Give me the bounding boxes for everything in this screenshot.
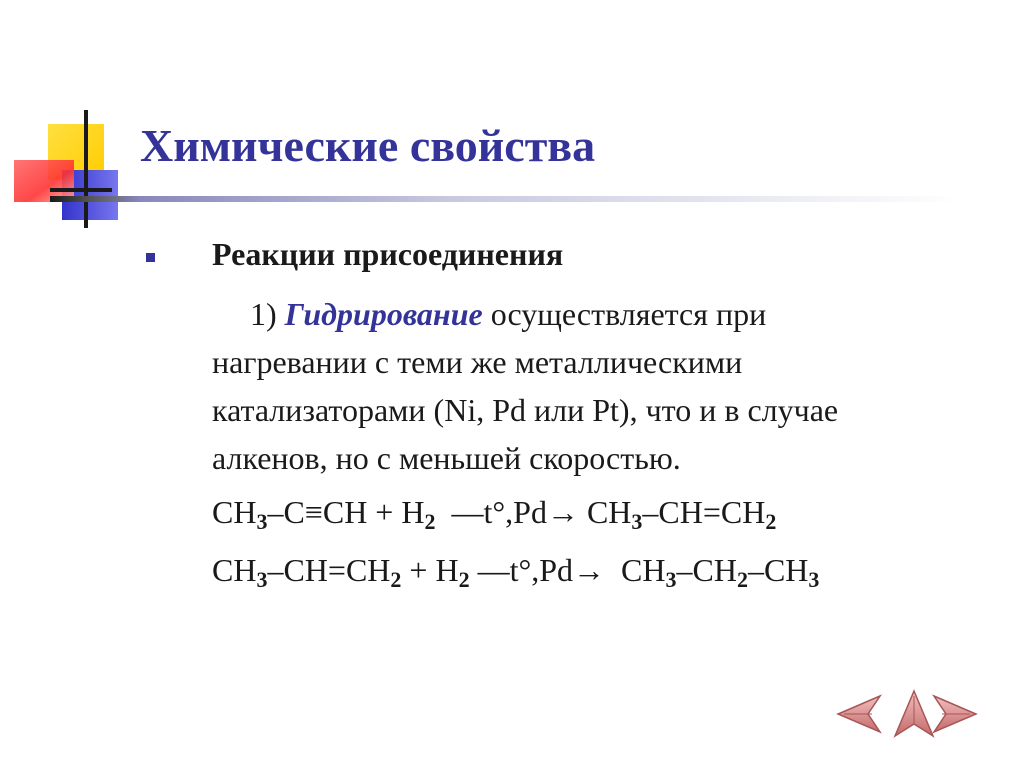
eq2-subscript: 3	[808, 567, 820, 592]
bullet-heading: Реакции присоединения	[212, 236, 564, 272]
eq2-product-part: CH	[621, 552, 666, 588]
eq1-subscript: 2	[424, 509, 436, 534]
home-arrow-icon	[890, 688, 938, 740]
eq2-reactant-part: + H	[401, 552, 459, 588]
eq1-product-part: –CH=CH	[642, 494, 766, 530]
eq2-reactant-part: CH	[212, 552, 257, 588]
eq2-subscript: 3	[665, 567, 677, 592]
eq2-product-part: –CH	[747, 552, 809, 588]
corner-decoration	[0, 0, 140, 240]
equation-propene-hydrogenation	[212, 552, 820, 592]
hydrogenation-paragraph	[212, 290, 1012, 482]
equation-propyne-hydrogenation	[212, 494, 777, 534]
eq1-product-part: CH	[586, 494, 632, 530]
eq2-subscript: 2	[458, 567, 470, 592]
eq1-reactant-part: –C≡CH + H	[267, 494, 425, 530]
eq1-subscript: 3	[256, 509, 268, 534]
eq2-reactant-part: –CH=CH	[267, 552, 391, 588]
paragraph-text-line3: катализаторами (Ni, Pd или Pt), что и в случае	[212, 392, 839, 428]
paragraph-text-line1: осуществляется при	[490, 296, 767, 332]
eq1-reactant-part: CH	[212, 494, 257, 530]
eq2-product-part: –CH	[676, 552, 737, 588]
eq2-subscript: 2	[736, 567, 748, 592]
bullet-square-icon	[146, 253, 155, 262]
eq2-subscript: 3	[256, 567, 268, 592]
hydrogenation-term: Гидрирование	[284, 296, 483, 332]
eq2-subscript: 2	[390, 567, 402, 592]
eq1-subscript: 2	[765, 509, 777, 534]
next-slide-button[interactable]	[932, 690, 980, 738]
eq2-condition-arrow: —t°,Pd→	[477, 552, 606, 588]
slide-title: Химические свойства	[140, 120, 596, 171]
eq1-condition-arrow: —t°,Pd→	[451, 494, 579, 530]
paragraph-text-line4: алкенов, но с меньшей скоростью.	[212, 440, 681, 476]
prev-slide-button[interactable]	[834, 690, 882, 738]
next-arrow-icon	[932, 690, 980, 738]
title-rule	[50, 196, 960, 202]
eq1-subscript: 3	[631, 509, 643, 534]
paragraph-number: 1)	[250, 296, 277, 332]
paragraph-text-line2: нагревании с теми же металлическими	[212, 344, 743, 380]
home-slide-button[interactable]	[890, 688, 938, 740]
prev-arrow-icon	[834, 690, 882, 738]
